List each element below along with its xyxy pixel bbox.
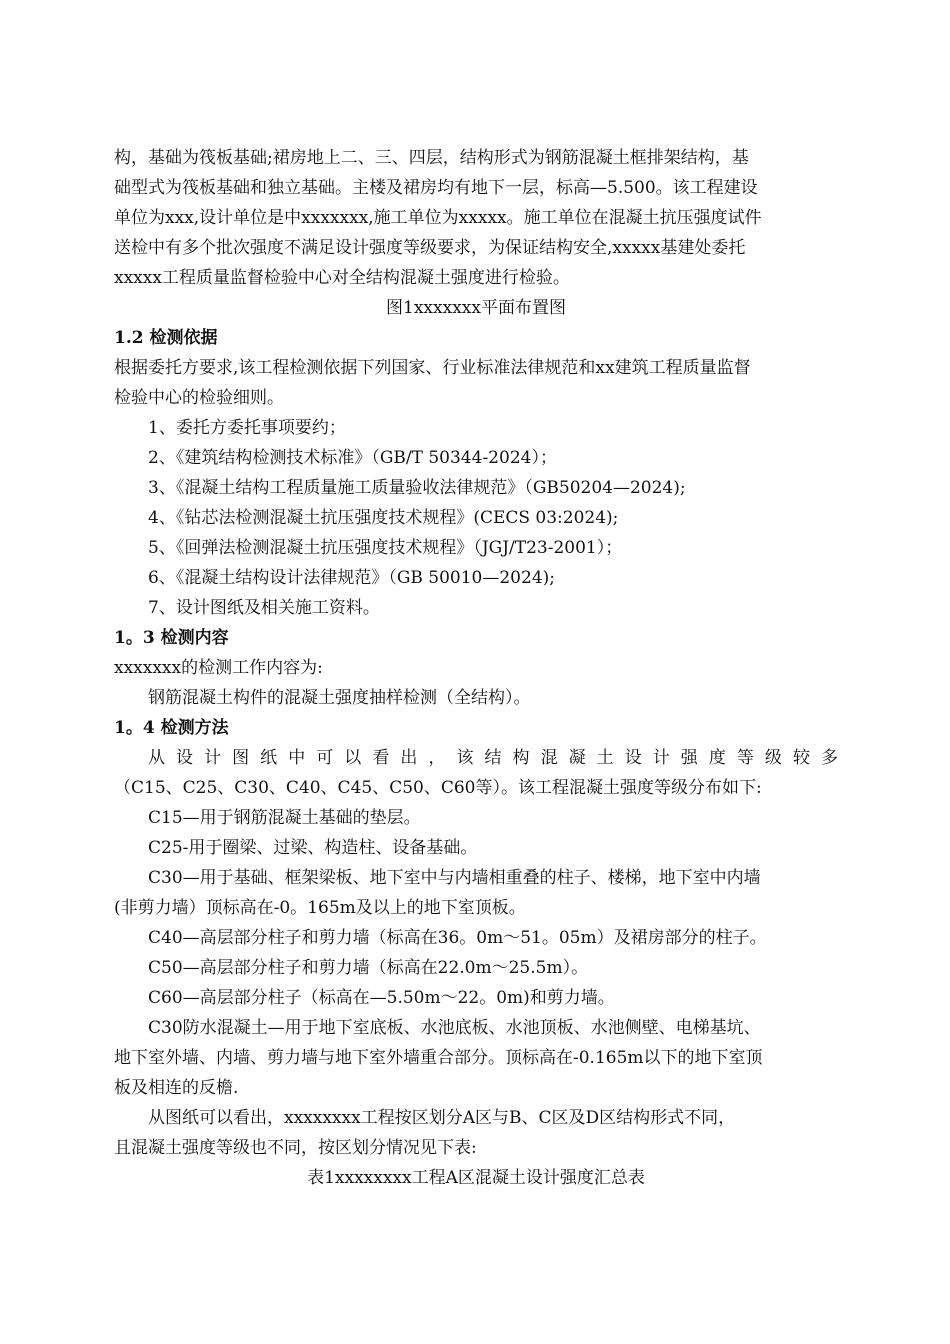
list-item: 4、《钻芯法检测混凝土抗压强度技术规程》(CECS 03:2024);	[148, 508, 619, 528]
text-line: xxxxx工程质量监督检验中心对全结构混凝土强度进行检验。	[114, 268, 570, 288]
document-page	[114, 143, 838, 1193]
list-item: 1、委托方委托事项要约；	[148, 418, 346, 438]
text-line: 构，基础为筏板基础;裙房地上二、三、四层，结构形式为钢筋混凝土框排架结构，基	[114, 148, 749, 168]
text-line: 送检中有多个批次强度不满足设计强度等级要求，为保证结构安全,xxxxx基建处委托	[114, 238, 746, 258]
text-line: 单位为xxx,设计单位是中xxxxxxx,施工单位为xxxxx。施工单位在混凝土抗压强度试件	[114, 208, 762, 228]
text-line: 础型式为筏板基础和独立基础。主楼及裙房均有地下一层，标高—5.500。该工程建设	[114, 178, 758, 198]
intro-paragraph	[114, 143, 838, 293]
figure-caption: 图1xxxxxxx平面布置图	[386, 298, 566, 318]
text-line: xxxxxxx的检测工作内容为:	[114, 658, 323, 678]
text-line: 从图纸可以看出，xxxxxxxx工程按区划分A区与B、C区及D区结构形式不同，	[148, 1108, 736, 1128]
list-item: 3、《混凝土结构工程质量施工质量验收法律规范》（GB50204—2024);	[148, 478, 686, 498]
grade-item-c30: C30—用于基础、框架梁板、地下室中与内墙相重叠的柱子、楼梯，地下室中内墙	[148, 868, 761, 888]
section-heading-1-2: 1.2 检测依据	[114, 328, 218, 348]
table-caption: 表1xxxxxxxx工程A区混凝土设计强度汇总表	[307, 1168, 645, 1188]
grade-item-c50: C50—高层部分柱子和剪力墙（标高在22.0m～25.5m）。	[148, 958, 589, 978]
text-line: 根据委托方要求,该工程检测依据下列国家、行业标准法律规范和xx建筑工程质量监督	[114, 358, 751, 378]
list-item: 6、《混凝土结构设计法律规范》（GB 50010—2024);	[148, 568, 555, 588]
text-line: （C15、C25、C30、C40、C45、C50、C60等）。该工程混凝土强度等级分布如下:	[114, 778, 762, 798]
text-line: 检验中心的检验细则。	[114, 388, 284, 408]
grade-item-c25: C25-用于圈梁、过梁、构造柱、设备基础。	[148, 838, 478, 858]
text-line: 钢筋混凝土构件的混凝土强度抽样检测（全结构）。	[148, 688, 531, 708]
list-item: 7、设计图纸及相关施工资料。	[148, 598, 380, 618]
list-item: 5、《回弹法检测混凝土抗压强度技术规程》（JGJ/T23-2001）；	[148, 538, 623, 558]
grade-item-c60: C60—高层部分柱子（标高在—5.50m～22。0m)和剪力墙。	[148, 988, 615, 1008]
text-line: 从设计图纸中可以看出，该结构混凝土设计强度等级较多	[148, 748, 838, 768]
text-line: (非剪力墙）顶标高在-0。165m及以上的地下室顶板。	[114, 898, 526, 918]
text-line: 板及相连的反檐.	[114, 1078, 239, 1098]
list-item: 2、《建筑结构检测技术标准》（GB/T 50344-2024）；	[148, 448, 557, 468]
grade-item-waterproof: C30防水混凝土—用于地下室底板、水池底板、水池顶板、水池侧壁、电梯基坑、	[148, 1018, 761, 1038]
text-line: 地下室外墙、内墙、剪力墙与地下室外墙重合部分。顶标高在-0.165m以下的地下室顶	[114, 1048, 763, 1068]
section-heading-1-3: 1。3 检测内容	[114, 628, 229, 648]
grade-item-c15: C15—用于钢筋混凝土基础的垫层。	[148, 808, 421, 828]
grade-item-c40: C40—高层部分柱子和剪力墙（标高在36。0m～51。05m）及裙房部分的柱子。	[148, 928, 767, 948]
text-line: 且混凝土强度等级也不同，按区划分情况见下表:	[114, 1138, 477, 1158]
section-heading-1-4: 1。4 检测方法	[114, 718, 229, 738]
